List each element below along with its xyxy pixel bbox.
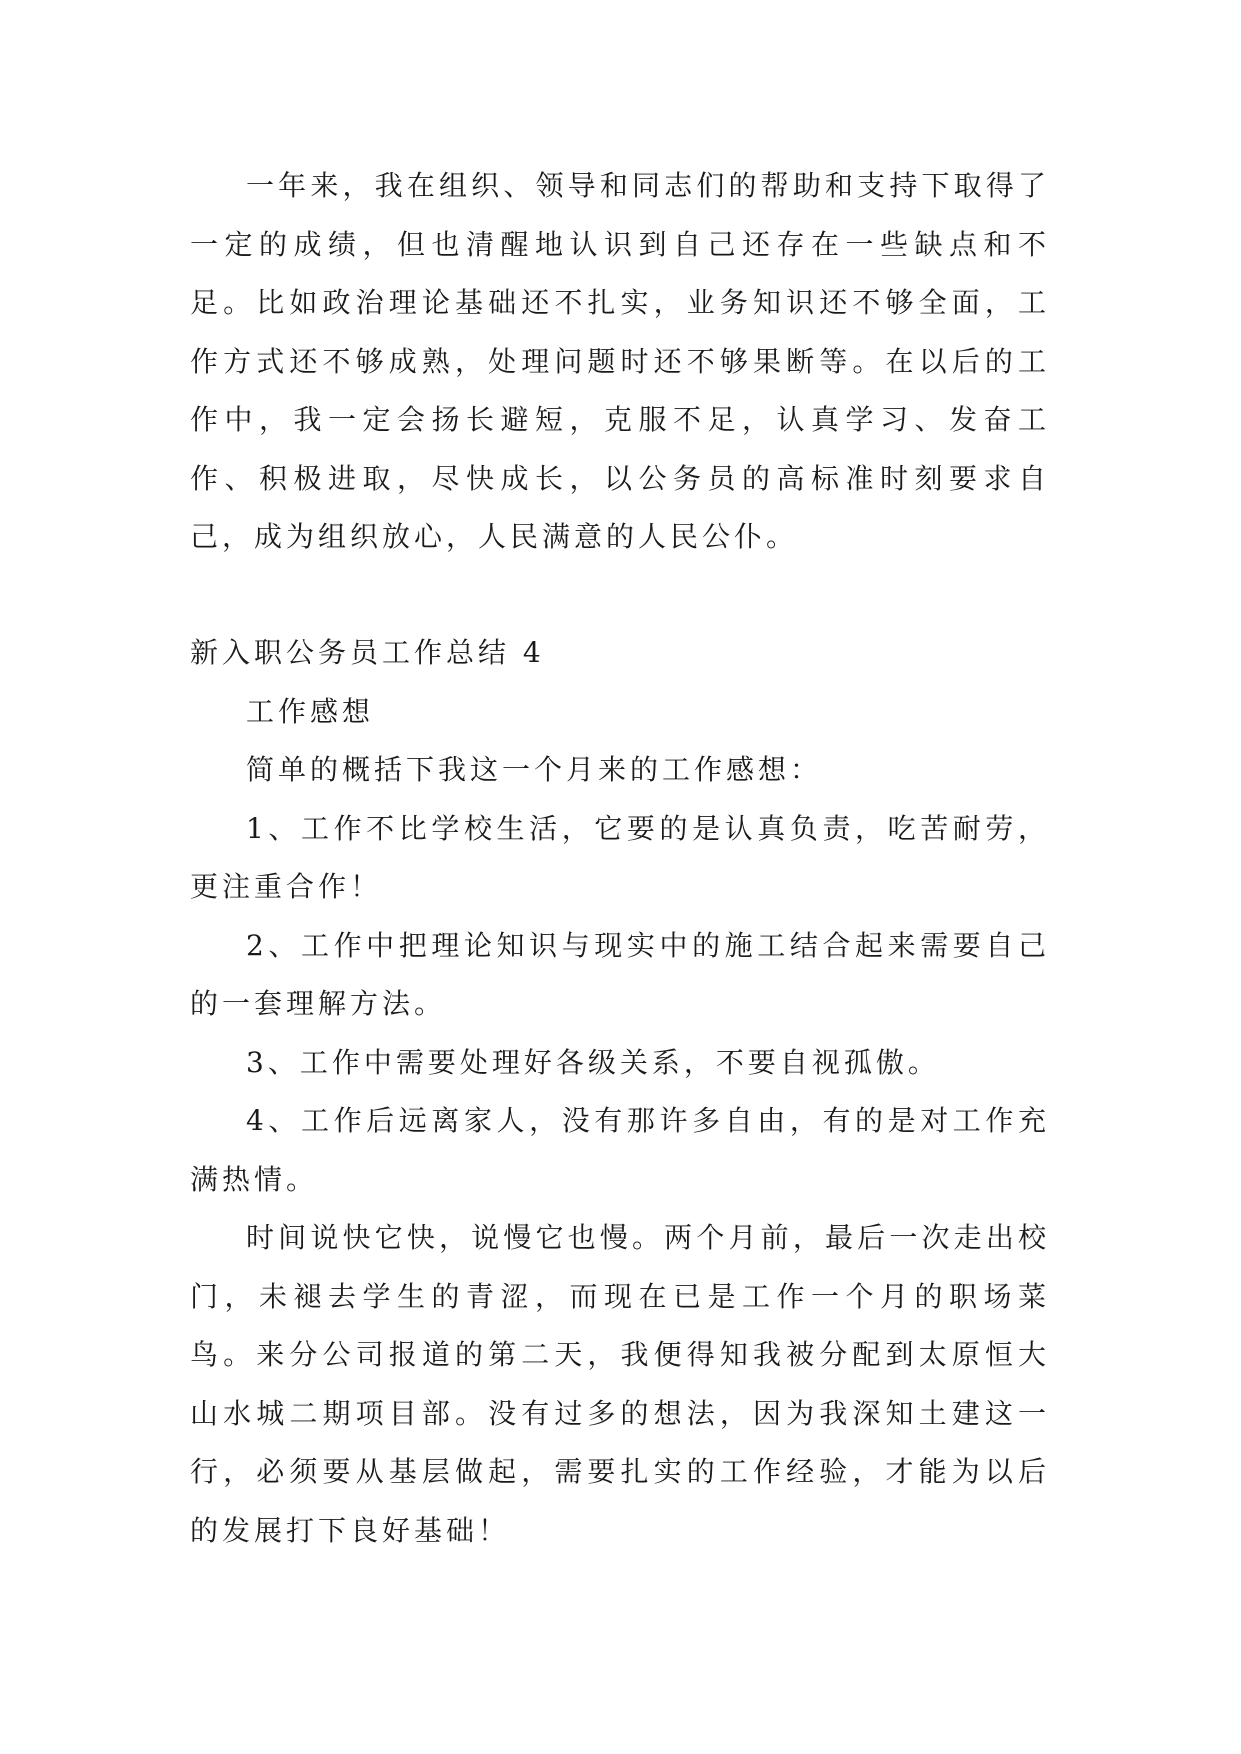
closing-paragraph: 时间说快它快，说慢它也慢。两个月前，最后一次走出校门，未褪去学生的青涩，而现在已是工作一个月的职场菜鸟。来分公司报道的第二天，我便得知我被分配到太原恒大山水城二期项目部。没有过多的想法，因为我深知土建这一行，必须要从基层做起，需要扎实的工作经验，才能为以后的发展打下良好基础！ bbox=[190, 1221, 1050, 1547]
section-title: 新入职公务员工作总结 4 bbox=[190, 636, 545, 669]
lead-paragraph: 简单的概括下我这一个月来的工作感想： bbox=[246, 753, 823, 786]
point-item-2: 2、工作中把理论知识与现实中的施工结合起来需要自己的一套理解方法。 bbox=[190, 928, 1050, 1020]
intro-paragraph: 一年来，我在组织、领导和同志们的帮助和支持下取得了一定的成绩，但也清醒地认识到自己还存在一些缺点和不足。比如政治理论基础还不扎实，业务知识还不够全面，工作方式还不够成熟，处理问题时还不够果断等。在以后的工作中，我一定会扬长避短，克服不足，认真学习、发奋工作、积极进取，尽快成长，以公务员的高标准时刻要求自己，成为组织放心，人民满意的人民公仆。 bbox=[190, 169, 1050, 553]
point-item-3: 3、工作中需要处理好各级关系，不要自视孤傲。 bbox=[246, 1045, 940, 1079]
section-subtitle: 工作感想 bbox=[246, 694, 375, 728]
point-item-1: 1、工作不比学校生活，它要的是认真负责，吃苦耐劳，更注重合作！ bbox=[190, 811, 1050, 903]
point-item-4: 4、工作后远离家人，没有那许多自由，有的是对工作充满热情。 bbox=[190, 1104, 1050, 1196]
document-body-section bbox=[190, 624, 1050, 1560]
document-body-top bbox=[190, 157, 1050, 567]
